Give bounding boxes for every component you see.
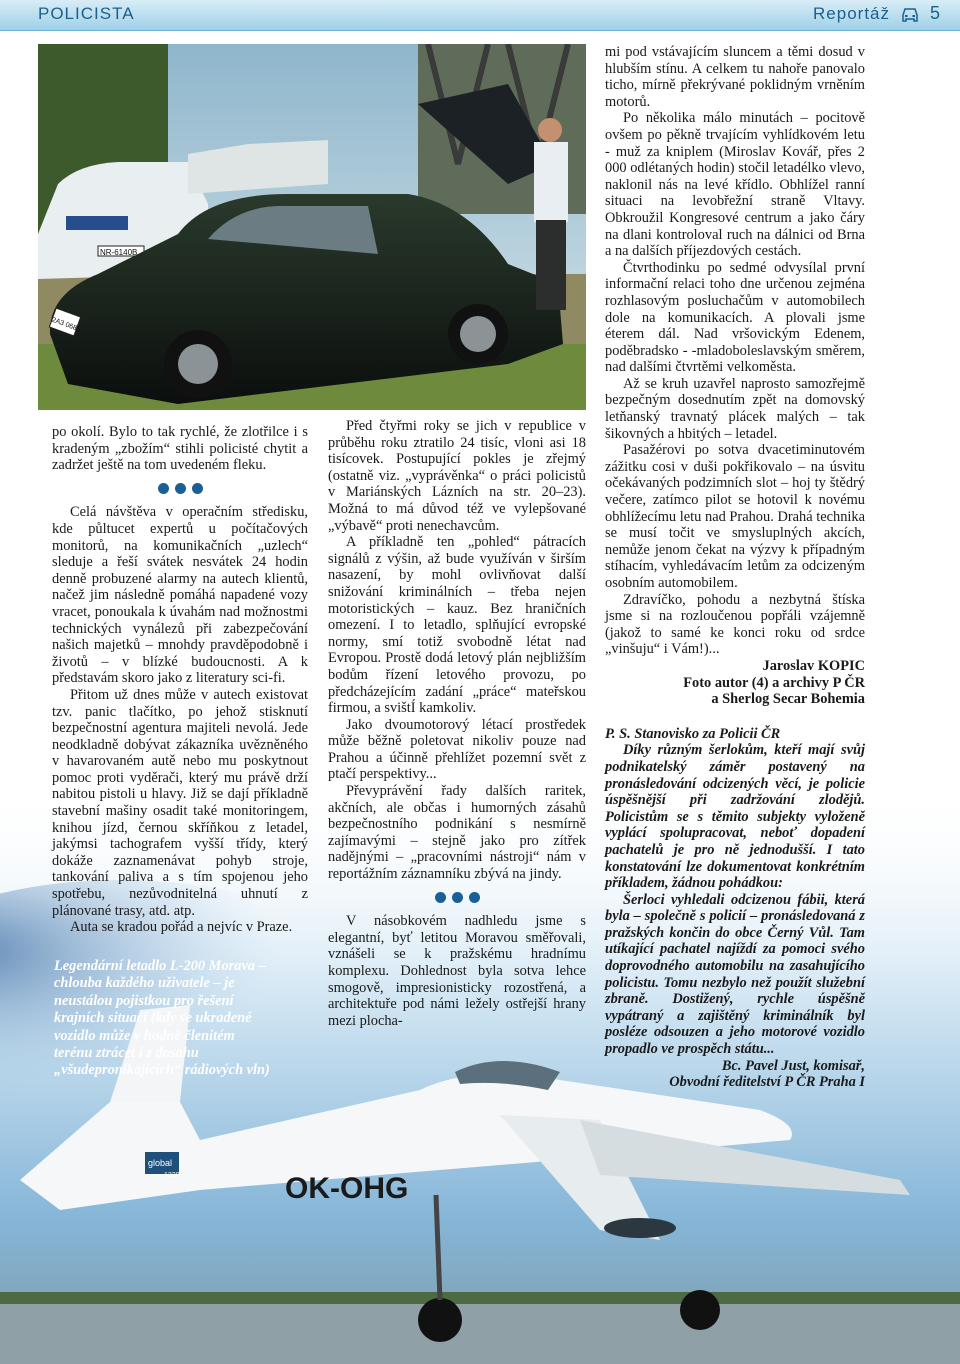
paragraph: Čtvrthodinku po sedmé odvysílal první informační relaci toho dne určenou zejména rozhlasovým posluchačům v automobilech dole na komunikacích. A plovali jsme éterem dál. Nad vršovickým Edenem, poděbradsko - -mladoboleslavským směrem, nad dalšími čtvrtěmi velkoměsta. xyxy=(605,259,865,376)
paragraph: Až se kruh uzavřel naprosto samozřejmě bezpečným dosednutím zpět na domovský letňanský travnatý plácek malých – tak šikovných a hbitých – letadel. xyxy=(605,375,865,442)
aircraft-registration: OK-OHG xyxy=(285,1172,409,1205)
photo-credit-2: a Sherlog Secar Bohemia xyxy=(711,691,865,708)
paragraph: Před čtyřmi roky se jich v republice v průběhu roku ztratilo 24 tisíc, vloni asi 18 tisícovek. Postupující pokles je zřejmý (ostatně viz. „vyprávěnka“ o práci policistů v Mariánských Lázních na str. 20–23). Možná to má důvod též ve vylepšované „výbavě“ proti nenechavcům. xyxy=(328,418,586,534)
car-icon xyxy=(900,6,920,24)
page-header xyxy=(0,0,960,31)
article-column-1 xyxy=(52,424,308,936)
photo-credit: Foto autor (4) a archivy P ČR xyxy=(683,674,865,691)
paragraph: Šerloci vyhledali odcizenou fábii, která byla – společně s policií – pronásledovaná z pražských končin do obce Černý Vůl. Tam utíkající pachatel najíždí za pomoci svého doprovodného automobilu na zasahujícího policistu. Tomu nezbylo než použít služební zbraně. Dostižený, rychle úspěšně vypátraný a zajištěný kriminálník byl posléze odsouzen a jeho motorové vozidlo propadlo ve prospěch státu... xyxy=(605,891,865,1058)
aircraft-brand: global xyxy=(148,1158,173,1168)
paragraph: Celá návštěva v operačním středisku, kde půltucet expertů u počítačových monitorů, na komunikačních „uzlech“ sleduje a řeší svátek nesvátek 24 hodin denně probuzené alarmy na autech klientů, načež jim následně pomáhá napadené vozy vracet, ponoukala k úvahám nad možnostmi technických vynálezů při zabezpečování našich majetků – mnohdy pravděpodobně i životů – v blízké budoucnosti. A k představám skoro jako z literatury sci-fi. xyxy=(52,504,308,687)
paragraph: A příkladně ten „pohled“ pátracích signálů z výšin, až bude využíván v širším nasazení, by mohl ovlivňovat další snižování kriminálních – třeba nejen motoristických – kauz. Bez hraničních omezení. I to letadlo, splňující evropské normy, smí totiž svobodně létat nad Evropou. Prostě dodá letový plán nejbližším bodům řízení letového provozu, po předcházejícím zadání „práce“ mateřskou firmou, a svištÍ kamkoliv. xyxy=(328,534,586,717)
author-name: Jaroslav KOPIC xyxy=(762,657,865,674)
section-divider xyxy=(328,891,586,908)
photo-caption: Legendární letadlo L-200 Morava – chlouba každého uživatele – je neustálou pojistkou pro řešení krajních situací (kdy se ukradené vozidlo může v hodně členitém terénu ztrácet i z dosahu „všudepronikajících“ rádiových vln) xyxy=(54,958,270,1079)
aircraft-code: 1220 xyxy=(164,1172,180,1179)
section-name: POLICISTA xyxy=(38,4,135,23)
page-number: 5 xyxy=(929,3,940,23)
article-column-2 xyxy=(328,418,586,1029)
paragraph: Přitom už dnes může v autech existovat tzv. panic tlačítko, po jehož stisknutí bezpečnostní agentura majiteli nevolá. Jede neodkladně dobývat zákazníka uvězněného v havarovaném autě nebo mu poskytnout pomoc proti vyděrači, který mu právě drží nabitou pistoli u hlavy. Již se dají příkladně stavební mašiny osadit také monitoringem, knihou jízd, černou skříňkou z letadel, jakýmsi tachografem vyšší třídy, který dokáže zaznamenávat pohyb stroje, tankování paliva a s tím spojenou jeho spotřebu, nezůvodnitelná uhnutí z plánované trasy, atd. atp. xyxy=(52,686,308,919)
paragraph: mi pod vstávajícím sluncem a těmi dosud v hlubším stínu. A celkem tu nahoře panovalo ticho, mírně překrývané poklidným vrněním motorů. xyxy=(605,44,865,110)
paragraph: Jako dvoumotorový létací prostředek může běžně poletovat nikoliv pouze nad Prahou a účinně přehlížet pozemní svět z ptačí perspektivy... xyxy=(328,716,586,783)
police-officer xyxy=(534,118,568,310)
postscript-title: P. S. Stanovisko za Policii ČR xyxy=(605,725,781,742)
police-plate: NR-6140B xyxy=(100,248,138,257)
paragraph: Pasažérovi po sotva dvacetiminutovém zážitku cosi v duši pokřikovalo – na úsvitu očekávaných podzimních slot – hoj ty štědrý večere, zatímco pilot se hotovil k novému obhlížecímu letu nad Prahou. Drahá technika se musí točit ve smysluplných akcích, nemůže jenom čekat na výzvy k případným stíhacím, vyhledávacím letům za odcizeným osobním automobilem. xyxy=(605,442,865,591)
paragraph: Zdravíčko, pohodu a nezbytná štíska jsme si na rozloučenou popřáli vzájemně (jakož to samé ke konci roku od srdce „vinšuju“ i Vám!)... xyxy=(605,591,865,658)
postscript-office: Obvodní ředitelství P ČR Praha I xyxy=(669,1074,865,1091)
paragraph: po okolí. Bylo to tak rychlé, že zlotřilce i s kradeným „zbožím“ stihli policisté chytit a zadržet ještě na tom uvedeném fleku. xyxy=(52,424,308,474)
paragraph: Převyprávění řady dalších raritek, akčních, ale občas i humorných zásahů bezpečnostního podnikání s nesmírně zajímavými – stejně jako pro zítřek nadějnými – „pracovními nástroji“ nám v reportážním záznamníku zbývá na jindy. xyxy=(328,783,586,883)
category-label: Reportáž xyxy=(813,4,890,23)
paragraph: Po několika málo minutách – pocitově ovšem po pěkně trvajícím vyhlídkovém letu - muž za kniplem (Miroslav Kovář, přes 2 000 odlétaných hodin) stočil letadélko vlevo, naklonil nás na levé křídlo. Obhlížel ranní situaci na levobřežní straně Vltavy. Obkroužil Kongresové centrum a jako čáry na dlani kontroloval ruch na dálnici od Brna a na dalších příjezdových cestách. xyxy=(605,110,865,260)
police-car-photo xyxy=(38,44,586,410)
paragraph: Díky různým šerlokům, kteří mají svůj podnikatelský záměr postavený na pronásledování odcizených věcí, je policie úspěšnější při zadržování zlodějů. Policistům se s těmito subjekty vyloženě vyplácí spolupracovat, neboť dopadení pachatelů je pro ně jednodušší. I tato konstatování lze dokumentovat konkrétním příkladem, žádnou pohádkou: xyxy=(605,742,865,892)
section-divider xyxy=(52,482,308,499)
paragraph: V násobkovém nadhledu jsme s elegantní, byť letitou Moravou směřovali, vznášeli se k pražskému hradnímu komplexu. Dohlednost byla sotva lehce smogově, impresionisticky rozostřená, a architektuře pod námi ležely ostřejší hrany mezi plocha- xyxy=(328,913,586,1029)
paragraph: Auta se kradou pořád a nejvíc v Praze. xyxy=(70,919,293,936)
postscript xyxy=(605,726,865,1058)
postscript-author: Bc. Pavel Just, komisař, xyxy=(721,1057,865,1074)
article-column-3 xyxy=(605,44,865,1091)
car-plate: 2A3 0680 xyxy=(50,316,82,334)
